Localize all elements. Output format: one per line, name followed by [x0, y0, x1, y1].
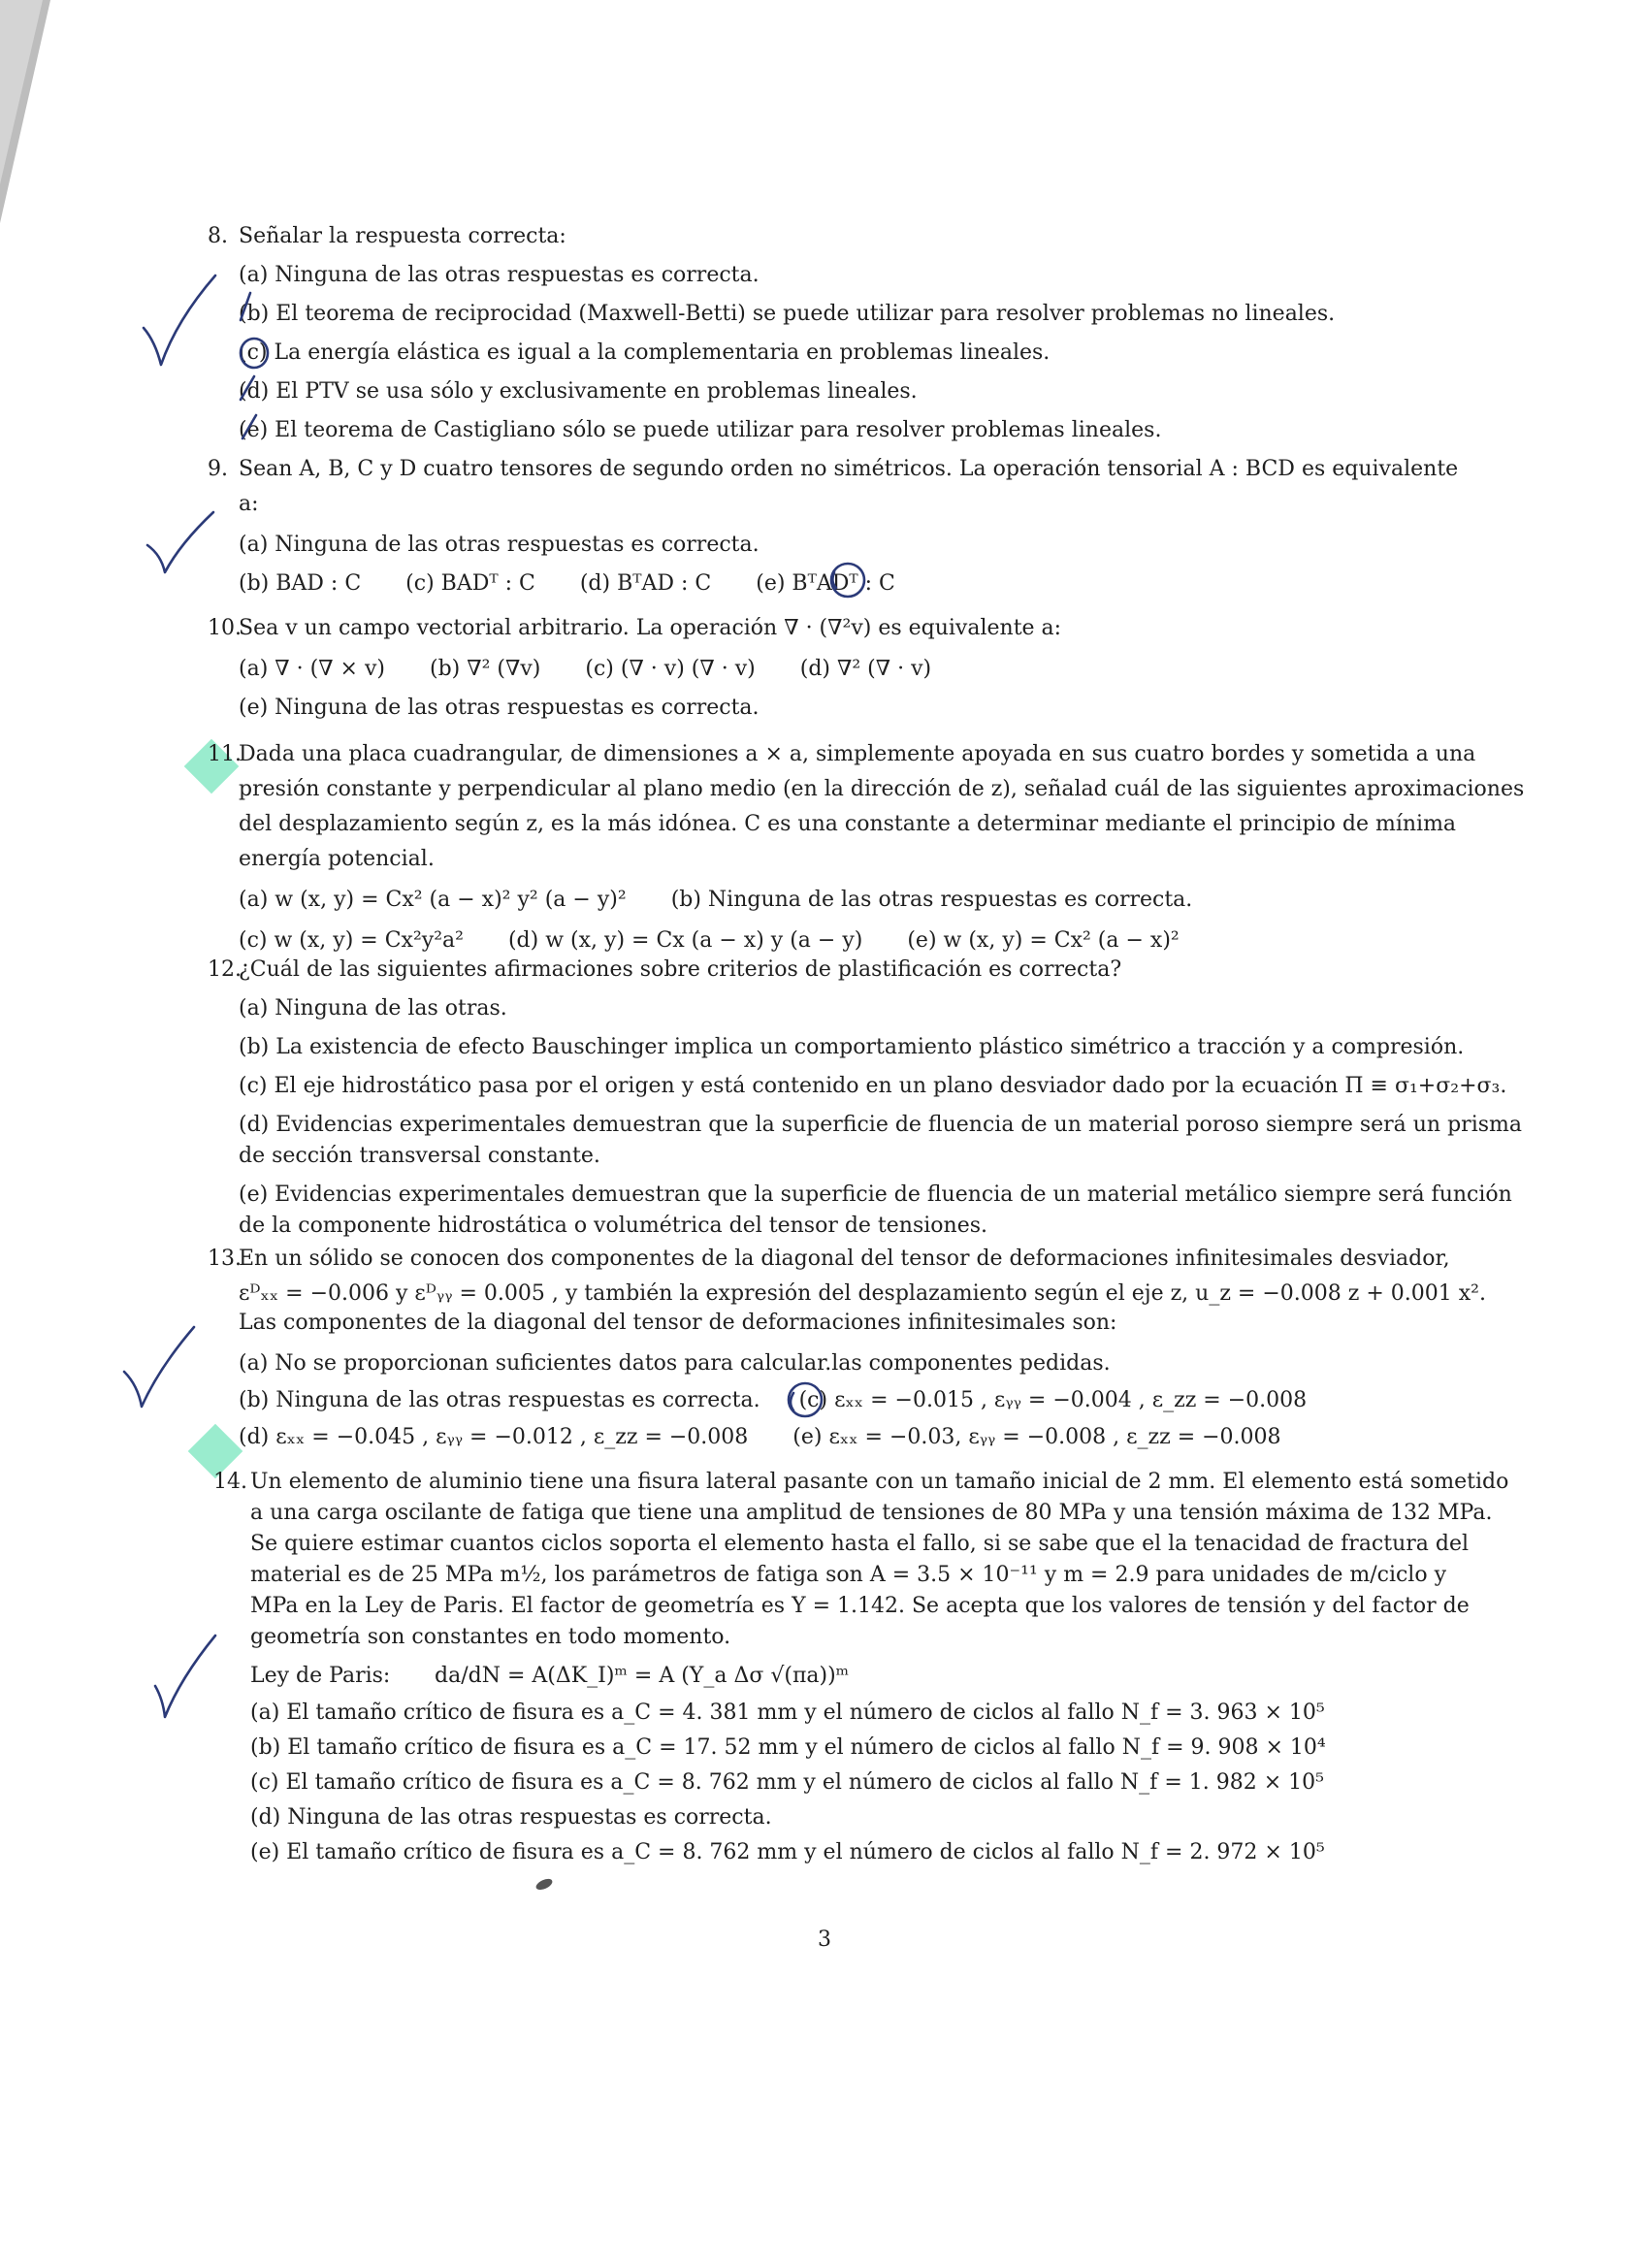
option-a: (a) w (x, y) = Cx² (a − x)² y² (a − y)²: [239, 888, 627, 912]
question-stem-line-3: Se quiere estimar cuantos ciclos soporta el elemento hasta el fallo, si se sabe que el la tenacidad de fractura del: [250, 1532, 1470, 1556]
question-stem-line-1: En un sólido se conocen dos componentes de la diagonal del tensor de deformaciones infinitesimales desviador,: [239, 1247, 1450, 1271]
circle-q9-e: [831, 564, 864, 597]
question-number: 8.: [208, 224, 228, 248]
question-stem-line-2: εᴰₓₓ = −0.006 y εᴰᵧᵧ = 0.005 , y también la expresión del desplazamiento según el eje z, u_z = −0.008 z + 0.001 x².: [239, 1281, 1486, 1306]
option-a: (a) Ninguna de las otras.: [239, 996, 507, 1021]
question-stem-continued: a:: [239, 492, 259, 516]
page-number: 3: [818, 1928, 831, 1952]
option-e: (e) w (x, y) = Cx² (a − x)²: [907, 928, 1180, 953]
paris-law-label: Ley de Paris:: [250, 1664, 391, 1688]
checkmark-q9: [147, 512, 213, 572]
question-stem-line-5: MPa en la Ley de Paris. El factor de geometría es Y = 1.142. Se acepta que los valores de tensión y del factor de: [250, 1594, 1470, 1618]
option-a: (a) No se proporcionan suficientes datos para calcular.las componentes pedidas.: [239, 1351, 1111, 1376]
option-a: (a) Ninguna de las otras respuestas es correcta.: [239, 263, 760, 287]
option-b: (b) La existencia de efecto Bauschinger implica un comportamiento plástico simétrico a tracción y a compresión.: [239, 1035, 1465, 1059]
question-stem-line-2: presión constante y perpendicular al plano medio (en la dirección de z), señalad cuál de las siguientes aproximaciones: [239, 777, 1525, 801]
option-d: (d) BᵀAD : C: [579, 571, 712, 596]
question-number: 11.: [208, 742, 242, 766]
strike-q8-b: [241, 293, 250, 320]
question-stem: ¿Cuál de las siguientes afirmaciones sobre criterios de plastificación es correcta?: [239, 957, 1122, 982]
question-stem-line-1: Un elemento de aluminio tiene una fisura lateral pasante con un tamaño inicial de 2 mm. El elemento está sometido: [250, 1470, 1509, 1494]
option-b: (b) ∇² (∇v): [430, 657, 541, 681]
question-stem-line-2: a una carga oscilante de fatiga que tiene una amplitud de tensiones de 80 MPa y una tensión máxima de 132 MPa.: [250, 1501, 1493, 1525]
question-number: 10.: [208, 616, 242, 640]
option-e-continued: de la componente hidrostática o volumétrica del tensor de tensiones.: [239, 1214, 988, 1238]
option-b: (b) El tamaño crítico de fisura es a_C = 17. 52 mm y el número de ciclos al fallo N_f = 9. 908 × 10⁴: [250, 1735, 1326, 1760]
question-stem-line-4: energía potencial.: [239, 847, 435, 871]
option-e: (e) Evidencias experimentales demuestran que la superficie de fluencia de un material metálico siempre será función: [239, 1183, 1512, 1207]
question-number: 13.: [208, 1247, 242, 1271]
question-stem-line-4: material es de 25 MPa m½, los parámetros de fatiga son A = 3.5 × 10⁻¹¹ y m = 2.9 para unidades de m/ciclo y: [250, 1563, 1446, 1587]
option-d: (d) εₓₓ = −0.045 , εᵧᵧ = −0.012 , ε_zz = −0.008: [239, 1425, 749, 1449]
option-a: (a) El tamaño crítico de fisura es a_C = 4. 381 mm y el número de ciclos al fallo N_f = 3. 963 × 10⁵: [250, 1701, 1325, 1725]
option-d: (d) El PTV se usa sólo y exclusivamente en problemas lineales.: [239, 379, 918, 404]
tick-q9-e: [832, 572, 836, 588]
option-d: (d) w (x, y) = Cx (a − x) y (a − y): [507, 928, 863, 953]
question-stem-line-1: Dada una placa cuadrangular, de dimensiones a × a, simplemente apoyada en sus cuatro bordes y sometida a una: [239, 742, 1476, 766]
option-c: (c) BADᵀ : C: [405, 571, 535, 596]
circle-q8-c: [241, 339, 268, 368]
question-number: 12.: [208, 957, 242, 982]
option-e: (e) El tamaño crítico de fisura es a_C = 8. 762 mm y el número de ciclos al fallo N_f = 2. 972 × 10⁵: [250, 1840, 1325, 1864]
option-e: (e) Ninguna de las otras respuestas es correcta.: [239, 696, 760, 720]
option-d-continued: de sección transversal constante.: [239, 1144, 600, 1168]
question-stem-line-3: Las componentes de la diagonal del tensor de deformaciones infinitesimales son:: [239, 1311, 1117, 1335]
option-e: (e) El teorema de Castigliano sólo se puede utilizar para resolver problemas lineales.: [239, 418, 1162, 442]
option-c: (c) (∇ · v) (∇ · v): [585, 657, 756, 681]
option-b: (b) Ninguna de las otras respuestas es correcta.: [239, 1388, 760, 1412]
option-b: (b) Ninguna de las otras respuestas es correcta.: [670, 888, 1193, 912]
question-number: 9.: [208, 457, 228, 481]
strike-q8-e: [242, 415, 256, 438]
option-e: (e) εₓₓ = −0.03, εᵧᵧ = −0.008 , ε_zz = −0.008: [792, 1425, 1281, 1449]
option-d: (d) ∇² (∇ · v): [799, 657, 932, 681]
question-stem-line-6: geometría son constantes en todo momento.: [250, 1625, 731, 1649]
question-stem: Sea v un campo vectorial arbitrario. La operación ∇ · (∇²v) es equivalente a:: [239, 616, 1062, 640]
question-stem: Sean A, B, C y D cuatro tensores de segundo orden no simétricos. La operación tensorial A : BCD es equivalente: [239, 457, 1459, 481]
checkmark-q8: [144, 275, 215, 365]
option-d: (d) Ninguna de las otras respuestas es correcta.: [250, 1805, 772, 1830]
option-a: (a) Ninguna de las otras respuestas es correcta.: [239, 533, 760, 557]
question-number: 14.: [213, 1470, 247, 1494]
paris-law-formula: da/dN = A(ΔK_I)ᵐ = A (Y_a Δσ √(πa))ᵐ: [435, 1664, 850, 1688]
option-c: (c) w (x, y) = Cx²y²a²: [239, 928, 464, 953]
option-c: (c) El tamaño crítico de fisura es a_C = 8. 762 mm y el número de ciclos al fallo N_f = 1. 982 × 10⁵: [250, 1770, 1324, 1795]
checkmark-q13: [124, 1327, 194, 1407]
option-c: (c) La energía elástica es igual a la complementaria en problemas lineales.: [239, 340, 1051, 365]
option-b: (b) El teorema de reciprocidad (Maxwell-Betti) se puede utilizar para resolver problemas no lineales.: [239, 302, 1336, 326]
option-d: (d) Evidencias experimentales demuestran que la superficie de fluencia de un material poroso siempre será un prisma: [239, 1113, 1522, 1137]
question-stem: Señalar la respuesta correcta:: [239, 224, 566, 248]
question-stem-line-3: del desplazamiento según z, es la más idónea. C es una constante a determinar mediante el principio de mínima: [239, 812, 1457, 836]
strike-q8-d: [241, 376, 254, 400]
option-a: (a) ∇ · (∇ × v): [239, 657, 385, 681]
checkmark-q14: [155, 1636, 215, 1717]
option-e: (e) BᵀADᵀ : C: [756, 571, 895, 596]
option-b: (b) BAD : C: [239, 571, 362, 596]
option-c: (c) εₓₓ = −0.015 , εᵧᵧ = −0.004 , ε_zz = −0.008: [798, 1388, 1308, 1412]
tick-q13-c: [791, 1393, 793, 1410]
option-c: (c) El eje hidrostático pasa por el origen y está contenido en un plano desviador dado por la ecuación Π ≡ σ₁+σ₂+σ₃.: [239, 1074, 1507, 1098]
